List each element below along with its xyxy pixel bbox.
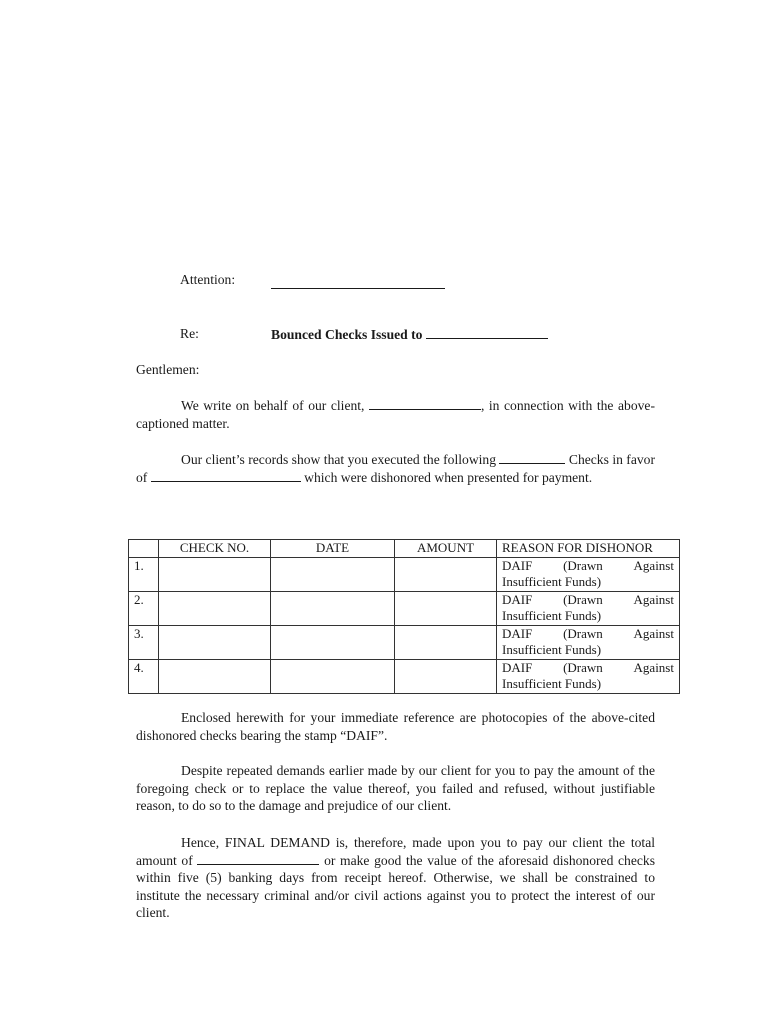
amount-cell	[395, 591, 497, 625]
reason-word: DAIF	[502, 625, 533, 641]
table-row	[129, 557, 680, 591]
paragraph-client-text-b: , in connection with the above-captioned matter.	[136, 398, 655, 431]
re-subject-text: Bounced Checks Issued to	[271, 327, 423, 342]
row-number: 1.	[129, 557, 159, 591]
table-header-row	[129, 540, 680, 558]
header-cell-number	[129, 540, 159, 558]
row-number: 3.	[129, 625, 159, 659]
paragraph-client-text-a: We write on behalf of our client,	[181, 398, 365, 413]
check-no-cell	[159, 557, 271, 591]
amount-cell	[395, 659, 497, 693]
attention-label: Attention:	[180, 272, 236, 287]
date-cell	[271, 625, 395, 659]
paragraph-final-demand-text-a: Hence, FINAL DEMAND is, therefore, made upon you to pay our client the total amount of	[136, 835, 655, 868]
paragraph-final-demand-text-b: or make good the value of the aforesaid dishonored checks within five (5) banking days from receipt hereof. Otherwise, we shall be constrained to institute the necessary criminal and/or civil actions against you to protect the interest of our client.	[136, 852, 656, 921]
amount-cell	[395, 557, 497, 591]
payee-blank	[151, 469, 301, 482]
row-number: 2.	[129, 591, 159, 625]
paragraph-demands-text: Despite repeated demands earlier made by our client for you to pay the amount of the foregoing check or to replace the value thereof, you failed and refused, without justifiable reason, to do so to the damage and prejudice of our client.	[136, 763, 655, 814]
reason-word: DAIF	[502, 659, 533, 675]
client-name-blank	[369, 397, 481, 410]
reason-line-2: Insufficient Funds)	[502, 574, 602, 589]
reason-word: (Drawn	[563, 625, 603, 641]
date-cell	[271, 591, 395, 625]
reason-word: (Drawn	[563, 659, 603, 675]
reason-word: Against	[633, 659, 674, 675]
paragraph-final-demand	[136, 834, 655, 922]
table-row	[129, 625, 680, 659]
check-no-cell	[159, 625, 271, 659]
reason-word: Against	[633, 625, 674, 641]
header-cell-amount: AMOUNT	[395, 540, 497, 558]
paragraph-demands	[136, 762, 655, 815]
re-subject	[271, 326, 548, 343]
paragraph-records-text-c: which were dishonored when presented for payment.	[304, 469, 593, 485]
reason-line-2: Insufficient Funds)	[502, 676, 602, 691]
paragraph-enclosed	[136, 709, 655, 744]
amount-blank	[197, 852, 319, 865]
reason-word: (Drawn	[563, 591, 603, 607]
check-no-cell	[159, 659, 271, 693]
reason-cell	[497, 625, 680, 659]
paragraph-enclosed-text: Enclosed herewith for your immediate reference are photocopies of the above-cited dishonored checks bearing the stamp “DAIF”.	[136, 710, 655, 743]
row-number: 4.	[129, 659, 159, 693]
checks-table	[128, 539, 680, 694]
re-subject-blank	[426, 326, 548, 339]
amount-cell	[395, 625, 497, 659]
re-label: Re:	[180, 326, 199, 341]
date-cell	[271, 557, 395, 591]
header-cell-date: DATE	[271, 540, 395, 558]
reason-cell	[497, 591, 680, 625]
header-cell-reason: REASON FOR DISHONOR	[497, 540, 680, 558]
reason-word: DAIF	[502, 557, 533, 573]
reason-word: Against	[633, 557, 674, 573]
paragraph-records	[136, 451, 655, 486]
paragraph-client	[136, 397, 655, 432]
reason-cell	[497, 557, 680, 591]
reason-cell	[497, 659, 680, 693]
attention-blank	[271, 276, 445, 289]
reason-line-2: Insufficient Funds)	[502, 642, 602, 657]
paragraph-records-text-a: Our client’s records show that you executed the following	[181, 452, 497, 467]
table-row	[129, 591, 680, 625]
reason-word: DAIF	[502, 591, 533, 607]
reason-word: Against	[633, 591, 674, 607]
date-cell	[271, 659, 395, 693]
reason-word: (Drawn	[563, 557, 603, 573]
table-row	[129, 659, 680, 693]
reason-line-2: Insufficient Funds)	[502, 608, 602, 623]
paragraph-records-text-b: Checks in favor of	[136, 452, 655, 485]
salutation: Gentlemen:	[136, 362, 200, 377]
header-cell-check-no: CHECK NO.	[159, 540, 271, 558]
check-count-blank	[499, 451, 565, 464]
check-no-cell	[159, 591, 271, 625]
